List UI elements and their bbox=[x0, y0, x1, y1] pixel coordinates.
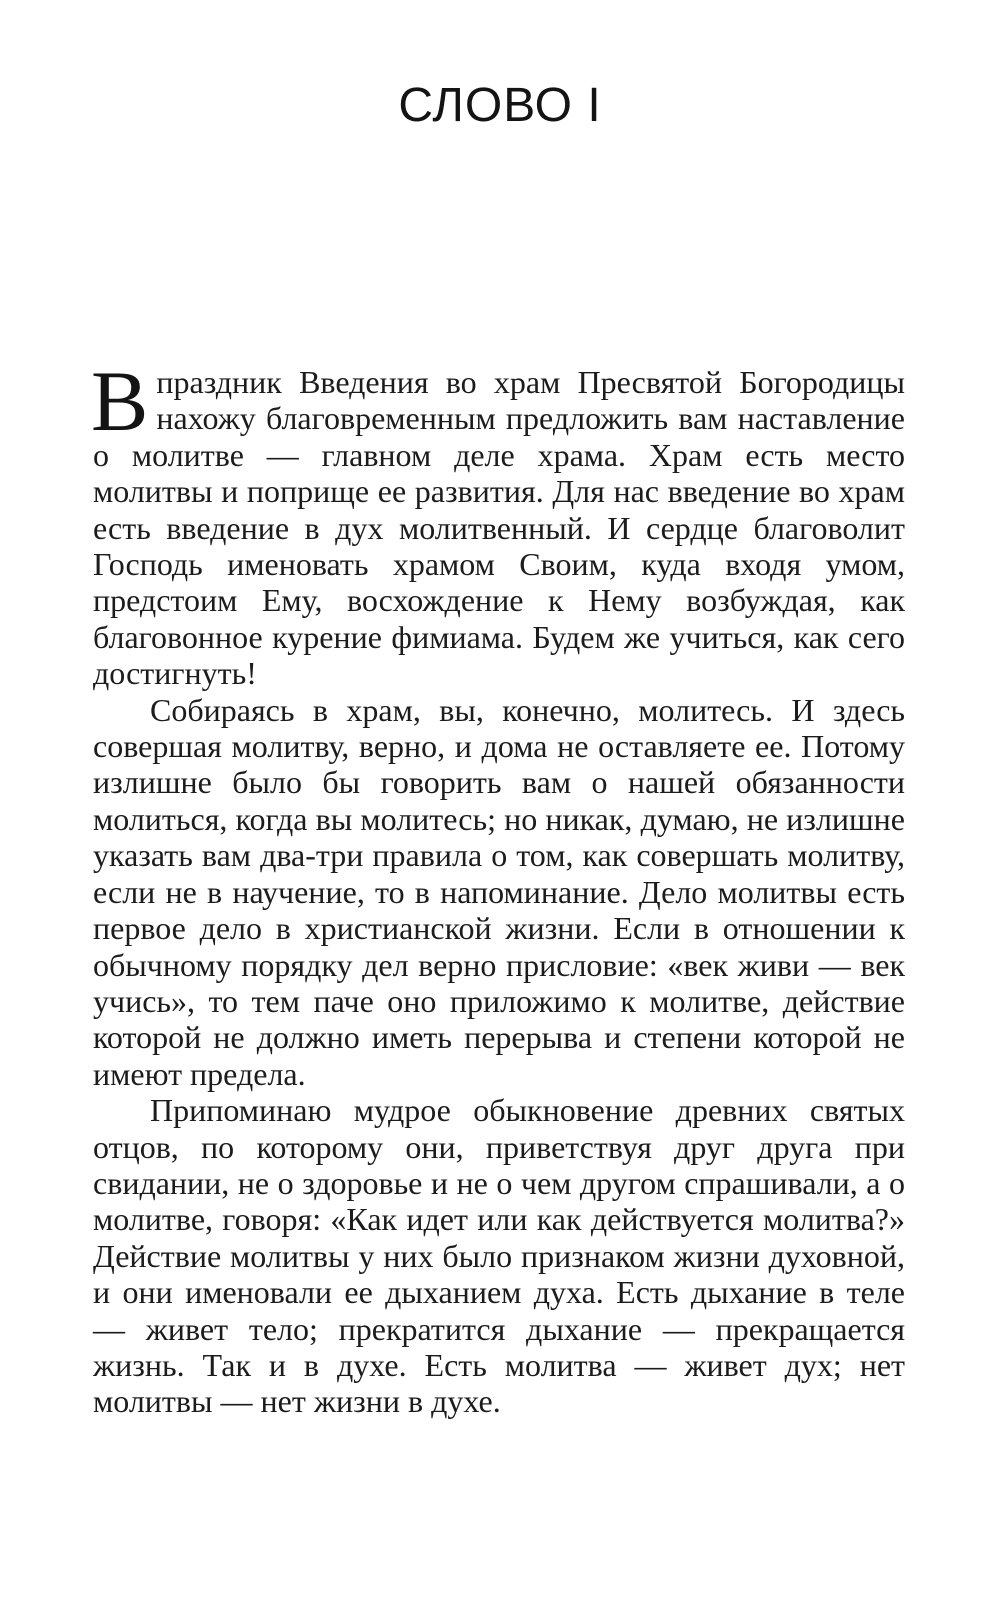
paragraph-1-text: праздник Введения во храм Пресвятой Богородицы нахожу благовременным предложить вам наставление о молитве — главном деле храма. Храм есть место молитвы и поприще ее развития. Для нас введение во храм есть введение в дух молитвенный. И сердце благоволит Господь именовать храмом Своим, куда входя умом, предстоим Ему, восхождение к Нему возбуждая, как благовонное курение фимиама. Будем же учиться, как сего достигнуть! bbox=[93, 364, 905, 692]
chapter-title: СЛОВО I bbox=[398, 79, 602, 132]
drop-cap: В bbox=[91, 353, 149, 449]
paragraph-2: Собираясь в храм, вы, конечно, молитесь. И здесь совершая молитву, верно, и дома не оставляете ее. Потому излишне было бы говорить вам о нашей обязанности молиться, когда вы молитесь; но никак, думаю, не излишне указать вам два-три правила о том, как совершать молитву, если не в научение, то в напоминание. Дело молитвы есть первое дело в христианской жизни. Если в отношении к обычному порядку дел верно присловие: «век живи — век учись», то тем паче оно приложимо к молитве, действие которой не должно иметь перерыва и степени которой не имеют предела. bbox=[93, 691, 905, 1092]
paragraph-3: Припоминаю мудрое обыкновение древних святых отцов, по которому они, приветствуя друг друга при свидании, не о здоровье и не о чем другом спрашивали, а о молитве, говоря: «Как идет или как действуется молитва?» Действие молитвы у них было признаком жизни духовной, и они именовали ее дыханием духа. Есть дыхание в теле — живет тело; прекратится дыхание — прекращается жизнь. Так и в духе. Есть молитва — живет дух; нет молитвы — нет жизни в духе. bbox=[93, 1092, 905, 1420]
paragraph-1 bbox=[91, 353, 905, 692]
body-text bbox=[91, 353, 905, 1420]
